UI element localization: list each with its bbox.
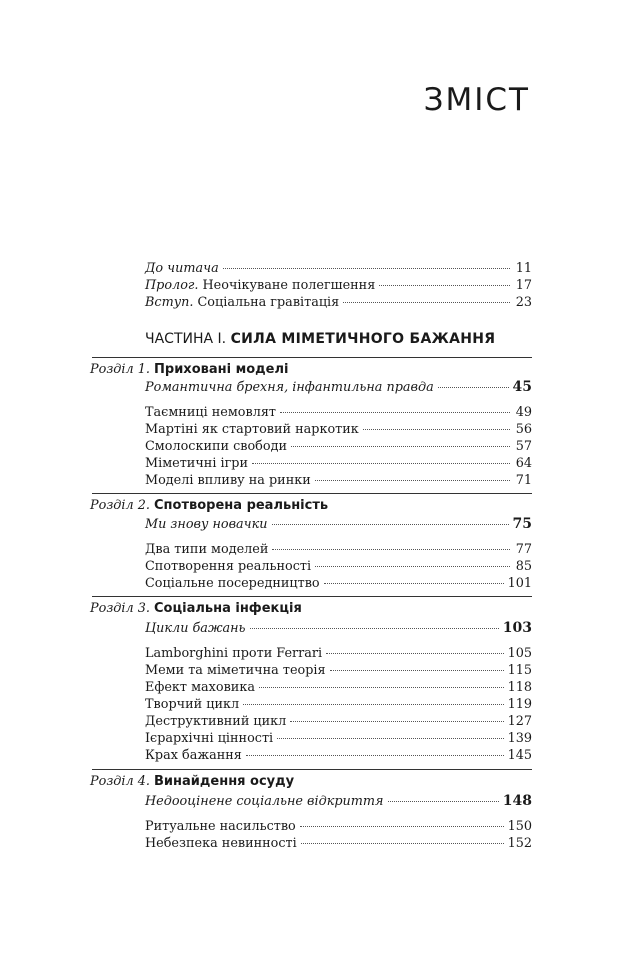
page-number: 148 (502, 793, 532, 809)
part-name: СИЛА МІМЕТИЧНОГО БАЖАННЯ (230, 331, 496, 347)
entry-title: Меми та міметична теорія (145, 663, 326, 678)
dot-leader (330, 670, 504, 671)
toc-entry[interactable] (145, 541, 532, 558)
toc-entry[interactable] (145, 438, 532, 455)
entry-title: Романтична брехня, інфантильна правда (145, 380, 434, 395)
dot-leader (280, 412, 510, 413)
entry-title: Соціальна гравітація (193, 295, 340, 310)
toc-entry[interactable] (145, 558, 532, 575)
dot-leader (223, 268, 510, 269)
dot-leader (326, 653, 503, 654)
page-number: 56 (515, 422, 532, 437)
entry-title: Смолоскипи свободи (145, 439, 287, 454)
dot-leader (250, 628, 499, 629)
toc-entry-lead[interactable] (145, 620, 532, 637)
chapter-number: Розділ 2. (90, 498, 150, 513)
divider (92, 769, 532, 770)
divider (92, 493, 532, 494)
divider (92, 357, 532, 358)
toc-entry-front[interactable] (145, 260, 532, 277)
dot-leader (291, 446, 510, 447)
dot-leader (259, 687, 504, 688)
chapter-heading[interactable] (90, 601, 302, 616)
toc-entry-lead[interactable] (145, 379, 532, 396)
divider (92, 596, 532, 597)
page-number: 127 (507, 714, 532, 729)
chapter-heading[interactable] (90, 498, 328, 513)
entry-title: Крах бажання (145, 748, 242, 763)
entry-title: Мартіні як стартовий наркотик (145, 422, 359, 437)
page-number: 45 (512, 379, 532, 395)
dot-leader (363, 429, 510, 430)
toc-entry[interactable] (145, 713, 532, 730)
dot-leader (388, 801, 499, 802)
chapter-name: Соціальна інфекція (154, 601, 302, 616)
page-number: 57 (515, 439, 532, 454)
entry-title: Таємниці немовлят (145, 405, 276, 420)
page-number: 105 (507, 646, 532, 661)
page-number: 85 (515, 559, 532, 574)
page-number: 152 (507, 836, 532, 851)
dot-leader (246, 755, 504, 756)
page-number: 71 (515, 473, 532, 488)
toc-entry-lead[interactable] (145, 793, 532, 810)
toc-entry[interactable] (145, 730, 532, 747)
part-label: ЧАСТИНА І. (145, 331, 227, 347)
dot-leader (438, 387, 509, 388)
toc-entry[interactable] (145, 455, 532, 472)
part-heading[interactable] (145, 331, 495, 347)
dot-leader (301, 843, 504, 844)
dot-leader (300, 826, 504, 827)
entry-title: Соціальне посередництво (145, 576, 320, 591)
toc-entry-lead[interactable] (145, 516, 532, 533)
entry-title: Міметичні ігри (145, 456, 248, 471)
entry-title: Ми знову новачки (145, 517, 268, 532)
dot-leader (272, 524, 509, 525)
entry-prefix: Вступ. (145, 295, 194, 310)
dot-leader (315, 566, 510, 567)
chapter-name: Приховані моделі (154, 362, 289, 377)
entry-title: Спотворення реальності (145, 559, 312, 574)
dot-leader (243, 704, 503, 705)
toc-entry[interactable] (145, 421, 532, 438)
chapter-name: Спотворена реальність (154, 498, 329, 513)
entry-title: Моделі впливу на ринки (145, 473, 311, 488)
entry-title: Ефект маховика (145, 680, 255, 695)
dot-leader (343, 302, 510, 303)
page-number: 101 (507, 576, 532, 591)
page-number: 145 (507, 748, 532, 763)
entry-title: Творчий цикл (145, 697, 240, 712)
chapter-name: Винайдення осуду (154, 774, 295, 789)
page-number: 49 (515, 405, 532, 420)
entry-title: Два типи моделей (145, 542, 269, 557)
dot-leader (315, 480, 510, 481)
toc-entry[interactable] (145, 818, 532, 835)
toc-entry[interactable] (145, 679, 532, 696)
chapter-number: Розділ 1. (90, 362, 150, 377)
page-number: 75 (512, 516, 532, 532)
dot-leader (324, 583, 504, 584)
toc-entry[interactable] (145, 835, 532, 852)
page-number: 119 (507, 697, 532, 712)
page-number: 11 (515, 261, 532, 276)
dot-leader (379, 285, 510, 286)
chapter-heading[interactable] (90, 362, 288, 377)
page-number: 17 (515, 278, 532, 293)
toc-entry-front[interactable] (145, 294, 532, 311)
page-number: 103 (502, 620, 532, 636)
page-title: ЗМІСТ (423, 82, 530, 118)
entry-title: Неочікуване полегшення (198, 278, 376, 293)
dot-leader (290, 721, 503, 722)
dot-leader (277, 738, 503, 739)
entry-title: Lamborghini проти Ferrari (145, 646, 323, 661)
entry-prefix: До читача (145, 261, 219, 276)
page-number: 64 (515, 456, 532, 471)
page-number: 150 (507, 819, 532, 834)
entry-title: Ієрархічні цінності (145, 731, 274, 746)
toc-entry[interactable] (145, 662, 532, 679)
toc-entry[interactable] (145, 645, 532, 662)
entry-title: Деструктивний цикл (145, 714, 287, 729)
dot-leader (272, 549, 510, 550)
toc-entry[interactable] (145, 404, 532, 421)
entry-title: Ритуальне насильство (145, 819, 296, 834)
entry-title: Небезпека невинності (145, 836, 297, 851)
toc-entry[interactable] (145, 696, 532, 713)
page-number: 23 (515, 295, 532, 310)
entry-title: Недооцінене соціальне відкриття (145, 794, 384, 809)
chapter-number: Розділ 3. (90, 601, 150, 616)
entry-prefix: Пролог. (145, 278, 199, 293)
chapter-number: Розділ 4. (90, 774, 150, 789)
page-number: 139 (507, 731, 532, 746)
page-number: 77 (515, 542, 532, 557)
toc-entry[interactable] (145, 472, 532, 489)
dot-leader (252, 463, 510, 464)
toc-entry-front[interactable] (145, 277, 532, 294)
page-number: 118 (507, 680, 532, 695)
page-number: 115 (507, 663, 532, 678)
toc-entry[interactable] (145, 575, 532, 592)
toc-entry[interactable] (145, 747, 532, 764)
chapter-heading[interactable] (90, 774, 294, 789)
entry-title: Цикли бажань (145, 621, 246, 636)
